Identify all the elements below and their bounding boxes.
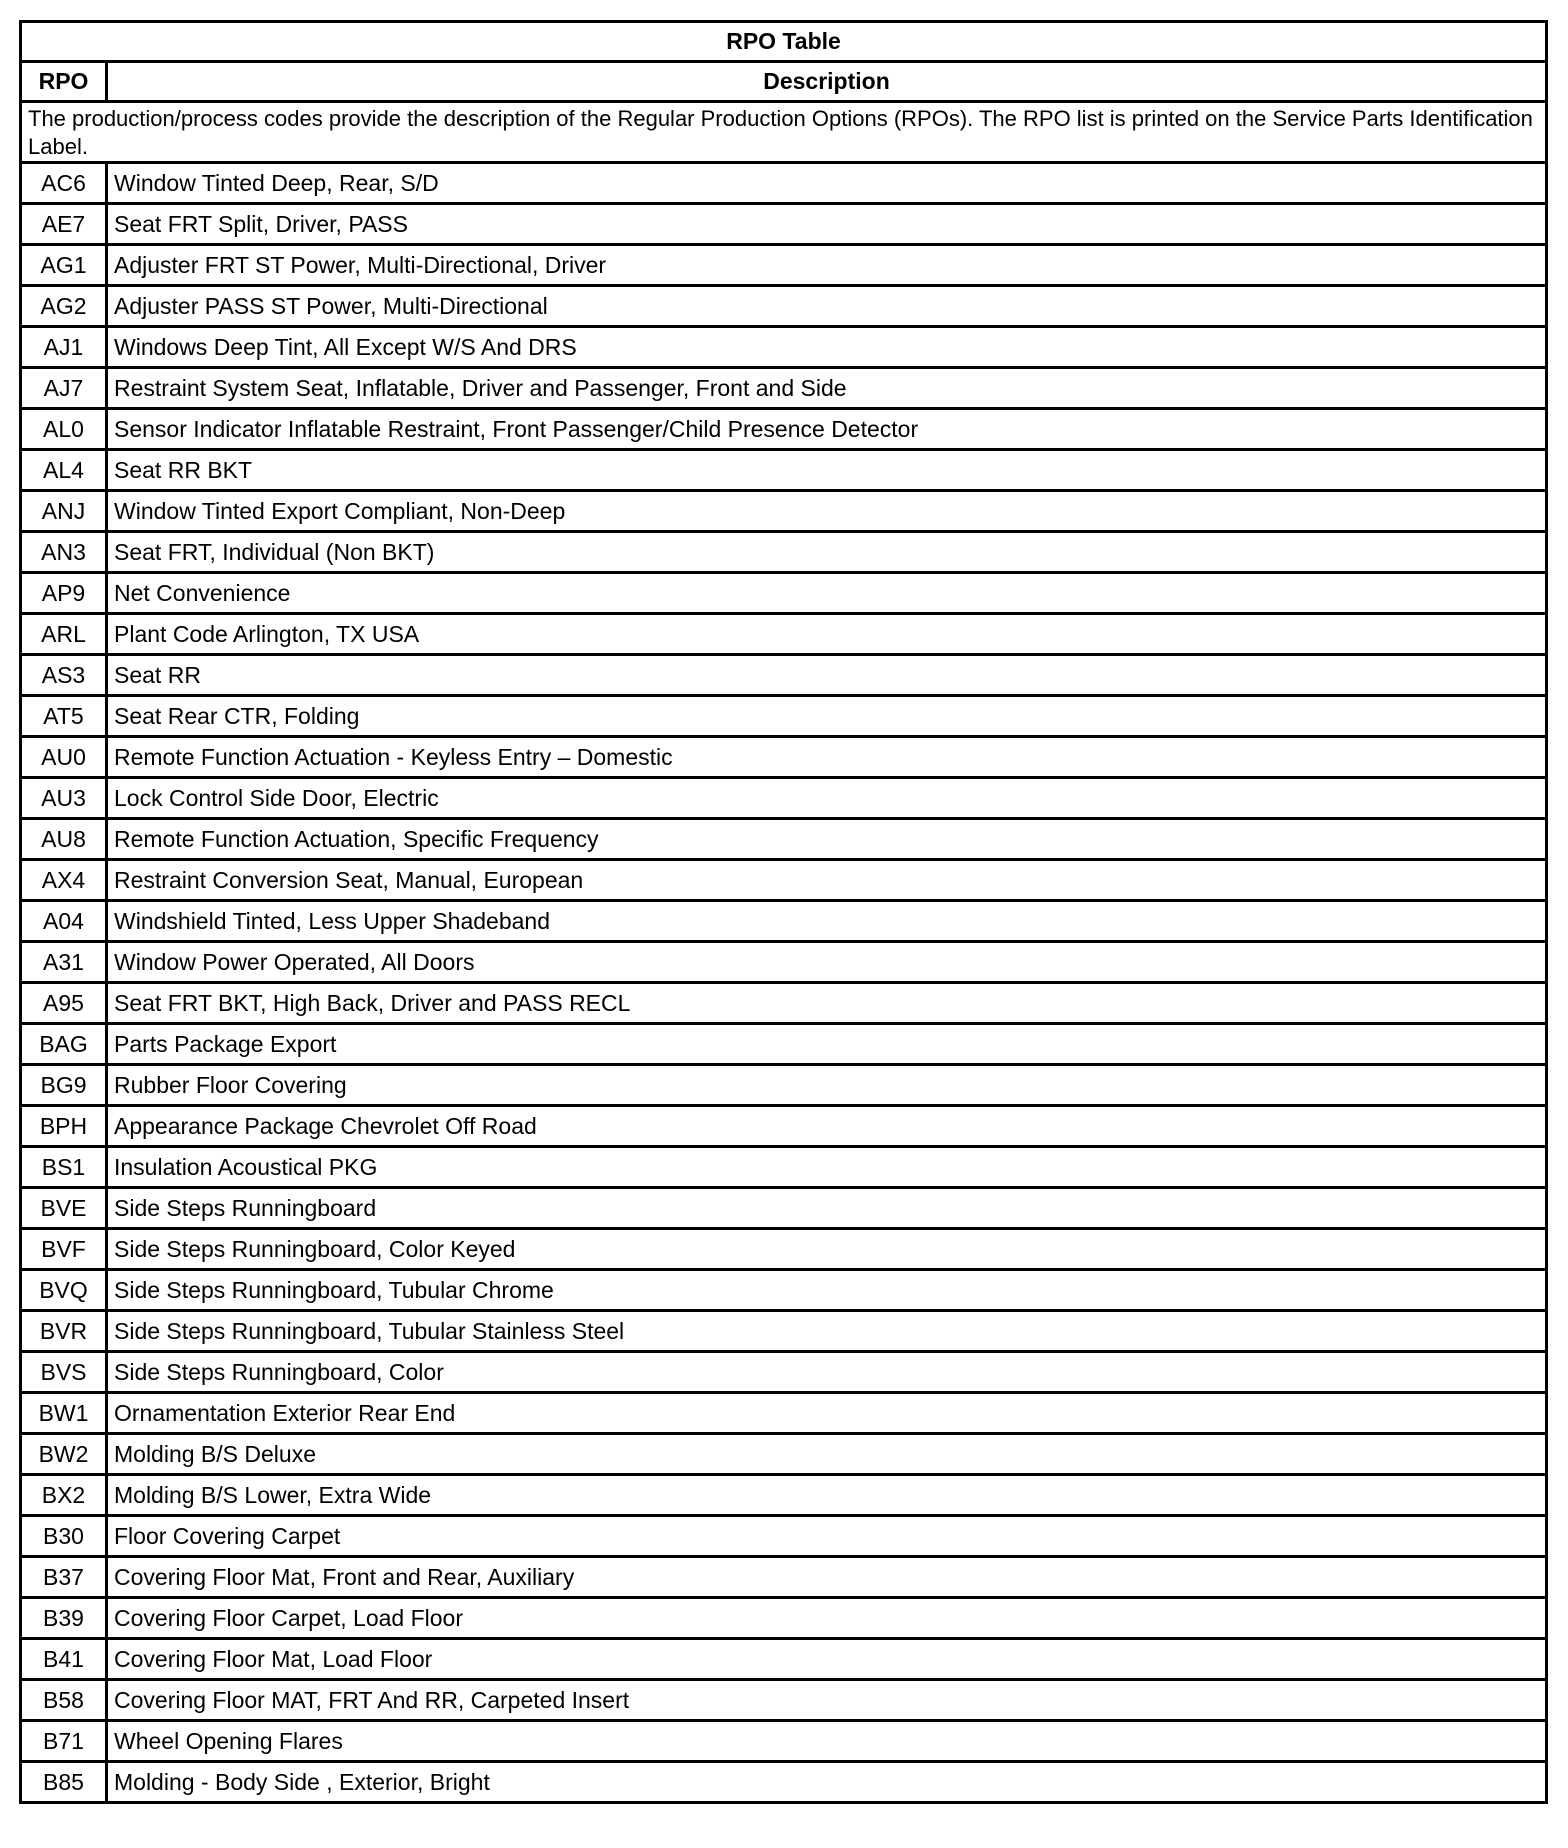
- rpo-description-cell: Seat FRT BKT, High Back, Driver and PASS RECL: [107, 983, 1547, 1024]
- table-row: [21, 942, 1547, 983]
- rpo-code-cell: BW1: [21, 1393, 107, 1434]
- rpo-description-cell: Side Steps Runningboard, Tubular Stainless Steel: [107, 1311, 1547, 1352]
- rpo-description-cell: Insulation Acoustical PKG: [107, 1147, 1547, 1188]
- rpo-description-cell: Seat FRT Split, Driver, PASS: [107, 204, 1547, 245]
- rpo-description-cell: Adjuster PASS ST Power, Multi-Directional: [107, 286, 1547, 327]
- table-row: [21, 1680, 1547, 1721]
- table-row: [21, 573, 1547, 614]
- rpo-description-cell: Covering Floor MAT, FRT And RR, Carpeted Insert: [107, 1680, 1547, 1721]
- rpo-code-cell: BVR: [21, 1311, 107, 1352]
- rpo-code-cell: A31: [21, 942, 107, 983]
- rpo-code-cell: BS1: [21, 1147, 107, 1188]
- table-row: [21, 491, 1547, 532]
- table-row: [21, 1024, 1547, 1065]
- rpo-code-cell: A04: [21, 901, 107, 942]
- table-row: [21, 1475, 1547, 1516]
- rpo-description-cell: Side Steps Runningboard, Color Keyed: [107, 1229, 1547, 1270]
- rpo-code-cell: A95: [21, 983, 107, 1024]
- rpo-code-cell: AC6: [21, 163, 107, 204]
- rpo-description-cell: Window Power Operated, All Doors: [107, 942, 1547, 983]
- rpo-description-cell: Windshield Tinted, Less Upper Shadeband: [107, 901, 1547, 942]
- table-row: [21, 327, 1547, 368]
- rpo-code-cell: B41: [21, 1639, 107, 1680]
- rpo-code-cell: AE7: [21, 204, 107, 245]
- rpo-code-cell: B58: [21, 1680, 107, 1721]
- table-row: [21, 1065, 1547, 1106]
- rpo-code-cell: BPH: [21, 1106, 107, 1147]
- rpo-code-cell: AX4: [21, 860, 107, 901]
- rpo-code-cell: BW2: [21, 1434, 107, 1475]
- table-row: [21, 1639, 1547, 1680]
- header-row: [21, 62, 1547, 102]
- rpo-description-cell: Windows Deep Tint, All Except W/S And DRS: [107, 327, 1547, 368]
- rpo-description-cell: Molding B/S Deluxe: [107, 1434, 1547, 1475]
- rpo-description-cell: Lock Control Side Door, Electric: [107, 778, 1547, 819]
- table-row: [21, 1557, 1547, 1598]
- rpo-description-cell: Covering Floor Carpet, Load Floor: [107, 1598, 1547, 1639]
- rpo-code-cell: AJ1: [21, 327, 107, 368]
- rpo-description-cell: Restraint Conversion Seat, Manual, European: [107, 860, 1547, 901]
- rpo-code-cell: AP9: [21, 573, 107, 614]
- rpo-description-cell: Remote Function Actuation - Keyless Entry – Domestic: [107, 737, 1547, 778]
- table-row: [21, 901, 1547, 942]
- intro-row: [21, 102, 1547, 163]
- table-row: [21, 1434, 1547, 1475]
- rpo-code-cell: ARL: [21, 614, 107, 655]
- rpo-code-cell: BVF: [21, 1229, 107, 1270]
- rpo-description-cell: Rubber Floor Covering: [107, 1065, 1547, 1106]
- table-row: [21, 655, 1547, 696]
- table-row: [21, 819, 1547, 860]
- rpo-code-cell: AT5: [21, 696, 107, 737]
- rpo-description-cell: Side Steps Runningboard, Tubular Chrome: [107, 1270, 1547, 1311]
- table-row: [21, 614, 1547, 655]
- table-row: [21, 696, 1547, 737]
- rpo-code-cell: BVE: [21, 1188, 107, 1229]
- table-row: [21, 1270, 1547, 1311]
- rpo-code-cell: B37: [21, 1557, 107, 1598]
- rpo-code-cell: AU3: [21, 778, 107, 819]
- rpo-description-cell: Covering Floor Mat, Load Floor: [107, 1639, 1547, 1680]
- table-row: [21, 1598, 1547, 1639]
- table-row: [21, 368, 1547, 409]
- rpo-code-cell: AU8: [21, 819, 107, 860]
- rpo-description-cell: Molding B/S Lower, Extra Wide: [107, 1475, 1547, 1516]
- rpo-description-cell: Covering Floor Mat, Front and Rear, Auxiliary: [107, 1557, 1547, 1598]
- table-row: [21, 1393, 1547, 1434]
- rpo-table: [19, 20, 1548, 1804]
- rpo-description-cell: Floor Covering Carpet: [107, 1516, 1547, 1557]
- rpo-code-cell: AG1: [21, 245, 107, 286]
- rpo-description-cell: Side Steps Runningboard: [107, 1188, 1547, 1229]
- table-row: [21, 737, 1547, 778]
- rpo-code-cell: AN3: [21, 532, 107, 573]
- table-row: [21, 245, 1547, 286]
- rpo-description-cell: Sensor Indicator Inflatable Restraint, Front Passenger/Child Presence Detector: [107, 409, 1547, 450]
- rpo-code-cell: AJ7: [21, 368, 107, 409]
- rpo-description-cell: Ornamentation Exterior Rear End: [107, 1393, 1547, 1434]
- table-title: RPO Table: [21, 22, 1547, 62]
- table-row: [21, 1721, 1547, 1762]
- table-row: [21, 1762, 1547, 1803]
- table-row: [21, 1106, 1547, 1147]
- rpo-description-cell: Net Convenience: [107, 573, 1547, 614]
- intro-text: The production/process codes provide the description of the Regular Production Options (RPOs). The RPO list is printed on the Service Parts Identification Label.: [21, 102, 1547, 163]
- table-row: [21, 860, 1547, 901]
- rpo-code-cell: ANJ: [21, 491, 107, 532]
- table-row: [21, 1516, 1547, 1557]
- rpo-description-cell: Window Tinted Deep, Rear, S/D: [107, 163, 1547, 204]
- table-row: [21, 778, 1547, 819]
- rpo-code-cell: B30: [21, 1516, 107, 1557]
- column-header-description: Description: [107, 62, 1547, 102]
- rpo-description-cell: Plant Code Arlington, TX USA: [107, 614, 1547, 655]
- rpo-description-cell: Window Tinted Export Compliant, Non-Deep: [107, 491, 1547, 532]
- rpo-code-cell: AG2: [21, 286, 107, 327]
- table-row: [21, 204, 1547, 245]
- table-row: [21, 450, 1547, 491]
- rpo-description-cell: Side Steps Runningboard, Color: [107, 1352, 1547, 1393]
- rpo-code-cell: B71: [21, 1721, 107, 1762]
- rpo-code-cell: B39: [21, 1598, 107, 1639]
- table-row: [21, 1229, 1547, 1270]
- table-row: [21, 1188, 1547, 1229]
- rpo-description-cell: Wheel Opening Flares: [107, 1721, 1547, 1762]
- table-row: [21, 286, 1547, 327]
- rpo-description-cell: Seat Rear CTR, Folding: [107, 696, 1547, 737]
- rpo-code-cell: AL4: [21, 450, 107, 491]
- table-row: [21, 409, 1547, 450]
- rpo-description-cell: Restraint System Seat, Inflatable, Driver and Passenger, Front and Side: [107, 368, 1547, 409]
- rpo-description-cell: Remote Function Actuation, Specific Frequency: [107, 819, 1547, 860]
- column-header-rpo: RPO: [21, 62, 107, 102]
- title-row: [21, 22, 1547, 62]
- rpo-code-cell: AL0: [21, 409, 107, 450]
- table-row: [21, 1311, 1547, 1352]
- table-row: [21, 163, 1547, 204]
- rpo-code-cell: BAG: [21, 1024, 107, 1065]
- table-row: [21, 983, 1547, 1024]
- rpo-code-cell: BX2: [21, 1475, 107, 1516]
- rpo-code-cell: BVQ: [21, 1270, 107, 1311]
- rpo-code-cell: BG9: [21, 1065, 107, 1106]
- table-row: [21, 1147, 1547, 1188]
- table-row: [21, 1352, 1547, 1393]
- rpo-description-cell: Seat FRT, Individual (Non BKT): [107, 532, 1547, 573]
- rpo-description-cell: Parts Package Export: [107, 1024, 1547, 1065]
- rpo-description-cell: Seat RR: [107, 655, 1547, 696]
- rpo-description-cell: Adjuster FRT ST Power, Multi-Directional, Driver: [107, 245, 1547, 286]
- rpo-code-cell: AU0: [21, 737, 107, 778]
- rpo-description-cell: Appearance Package Chevrolet Off Road: [107, 1106, 1547, 1147]
- rpo-code-cell: AS3: [21, 655, 107, 696]
- rpo-code-cell: BVS: [21, 1352, 107, 1393]
- rpo-description-cell: Molding - Body Side , Exterior, Bright: [107, 1762, 1547, 1803]
- table-row: [21, 532, 1547, 573]
- rpo-code-cell: B85: [21, 1762, 107, 1803]
- rpo-description-cell: Seat RR BKT: [107, 450, 1547, 491]
